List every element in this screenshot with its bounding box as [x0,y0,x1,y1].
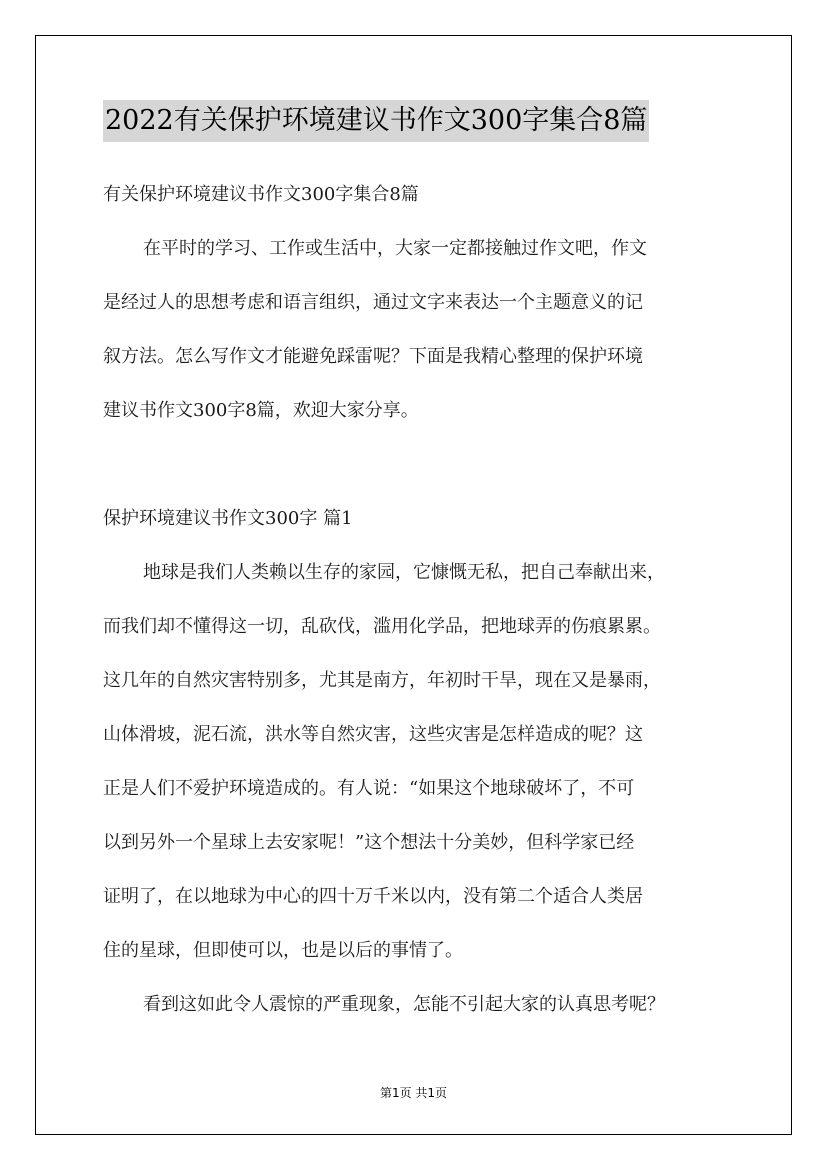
paragraph-line: 住的星球，但即使可以，也是以后的事情了。 [103,940,463,961]
intro-line: 在平时的学习、工作或生活中，大家一定都接触过作文吧，作文 [143,238,647,259]
page-footer: 第1页 共1页 [379,1086,448,1100]
document-title: 2022有关保护环境建议书作文300字集合8篇 [103,100,649,142]
paragraph-line: 而我们却不懂得这一切，乱砍伐，滥用化学品，把地球弄的伤痕累累。 [103,616,661,637]
paragraph-line: 证明了，在以地球为中心的四十万千米以内，没有第二个适合人类居 [103,886,643,907]
paragraph-line: 看到这如此令人震惊的严重现象，怎能不引起大家的认真思考呢？ [143,994,665,1015]
section-heading: 保护环境建议书作文300字 篇1 [103,508,353,529]
intro-line: 是经过人的思想考虑和语言组织，通过文字来表达一个主题意义的记 [103,292,643,313]
paragraph-line: 以到另外一个星球上去安家呢！”这个想法十分美妙，但科学家已经 [103,832,635,853]
intro-line: 建议书作文300字8篇，欢迎大家分享。 [103,400,419,421]
paragraph-line: 山体滑坡，泥石流，洪水等自然灾害，这些灾害是怎样造成的呢？这 [103,724,643,745]
paragraph-line: 地球是我们人类赖以生存的家园，它慷慨无私，把自己奉献出来， [143,562,665,583]
paragraph-line: 正是人们不爱护环境造成的。有人说：“如果这个地球破坏了，不可 [103,778,635,799]
paragraph-line: 这几年的自然灾害特别多，尤其是南方，年初时干旱，现在又是暴雨， [103,670,661,691]
intro-line: 叙方法。怎么写作文才能避免踩雷呢？下面是我精心整理的保护环境 [103,346,643,367]
document-subtitle: 有关保护环境建议书作文300字集合8篇 [103,184,419,205]
